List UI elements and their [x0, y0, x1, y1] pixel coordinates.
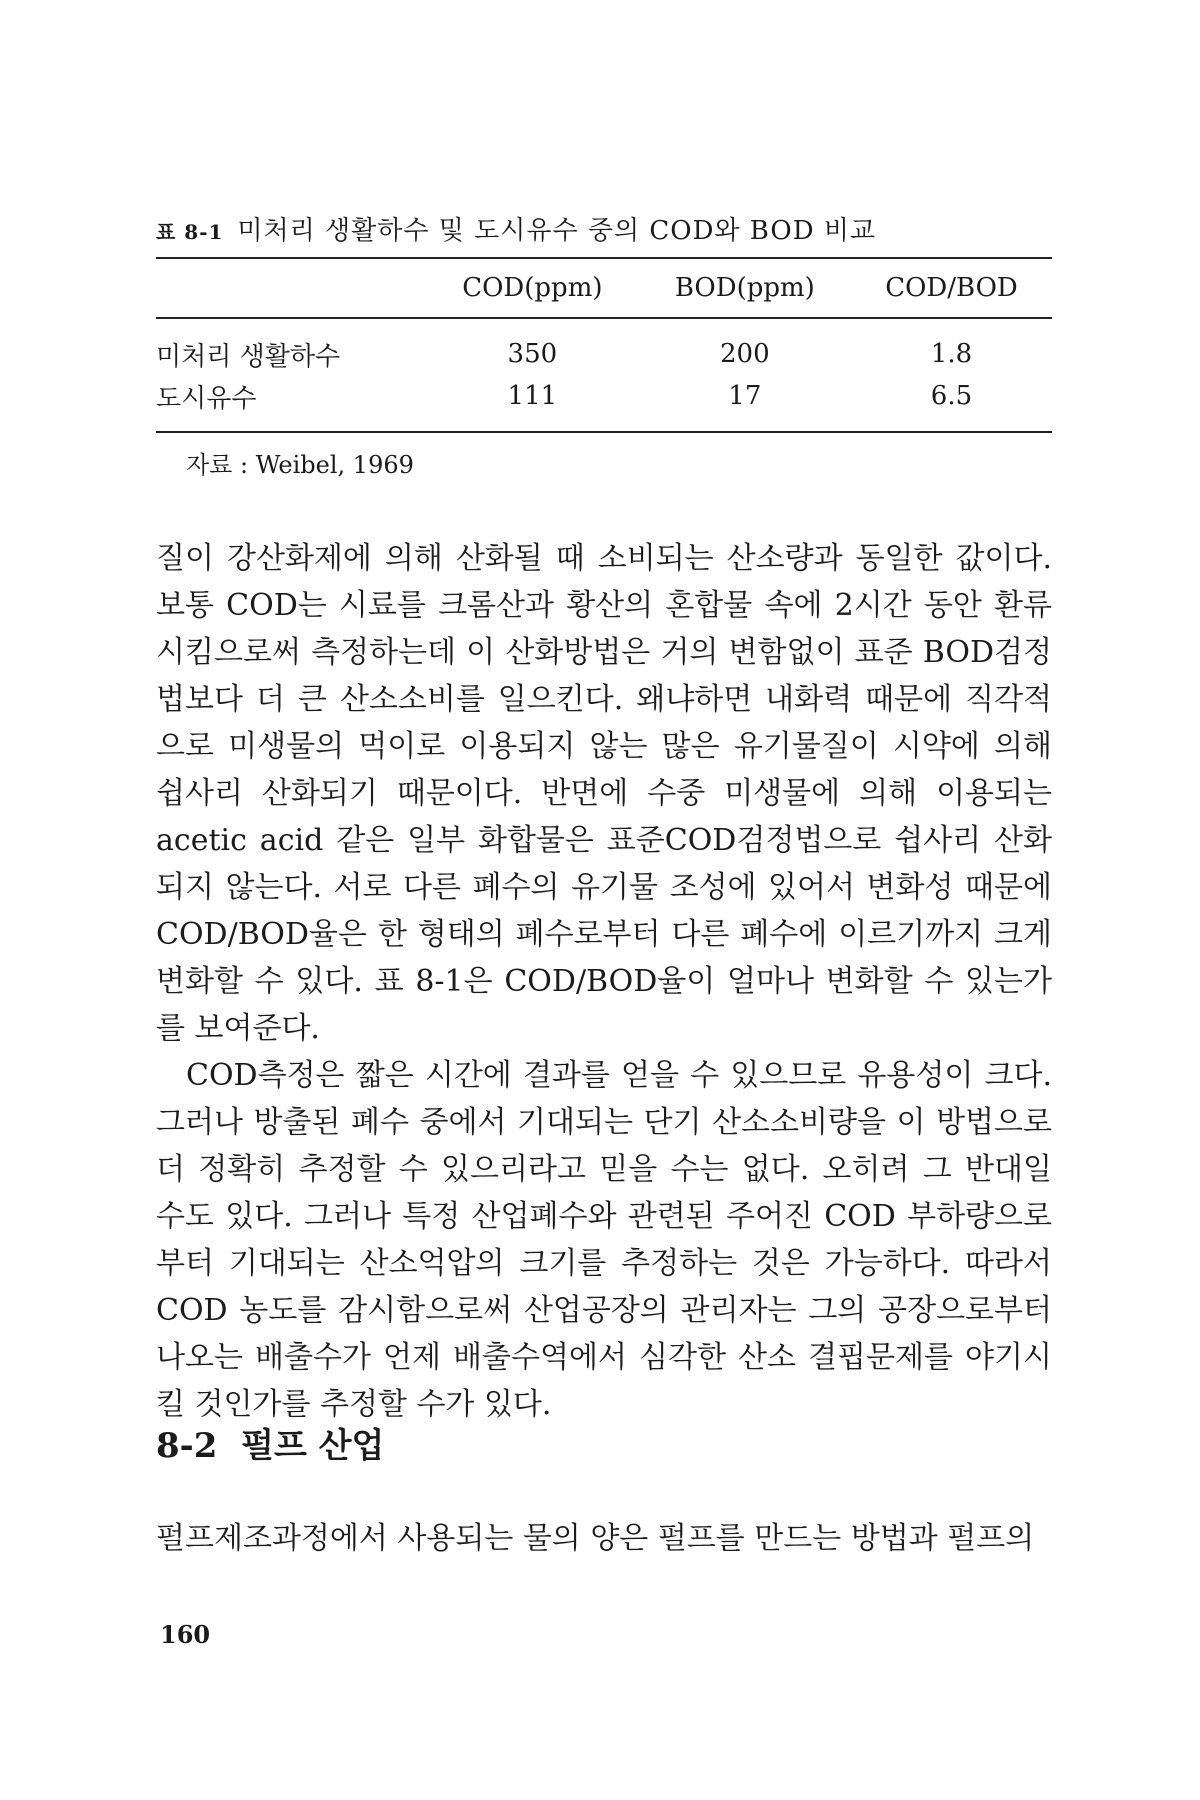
section-number: 8-2 [156, 1426, 218, 1466]
ratio-value: 6.5 [930, 381, 973, 411]
bod-value: 17 [728, 381, 762, 411]
header-cell-cod: COD(ppm) [462, 273, 603, 303]
body-paragraph: 질이 강산화제에 의해 산화될 때 소비되는 산소량과 동일한 값이다. 보통 COD는 시료를 크롬산과 황산의 혼합물 속에 2시간 동안 환류시킴으로써 측정하는데 이 산화방법은 거의 변함없이 표준 BOD검정법보다 더 큰 산소소비를 일으킨다. 왜냐하면 내화력 때문에 직각적으로 미생물의 먹이로 이용되지 않는 많은 유기물질이 시약에 의해 쉽사리 산화되기 때문이다. 반면에 수중 미생물에 의해 이용되는 acetic acid 같은 일부 화합물은 표준COD검정법으로 쉽사리 산화되지 않는다. 서로 다른 폐수의 유기물 조성에 있어서 변화성 때문에 COD/BOD율은 한 형태의 폐수로부터 다른 폐수에 이르기까지 크게 변화할 수 있다. 표 8-1은 COD/BOD율이 얼마나 변화할 수 있는가를 보여준다. [156, 541, 1052, 1046]
cod-bod-table [156, 257, 1052, 433]
section-first-line: 펄프제조과정에서 사용되는 물의 양은 펄프를 만드는 방법과 펄프의 [156, 1521, 1035, 1556]
body-paragraph: COD측정은 짧은 시간에 결과를 얻을 수 있으므로 유용성이 크다. 그러나 방출된 폐수 중에서 기대되는 단기 산소소비량을 이 방법으로 더 정확히 추정할 수 있으리라고 믿을 수는 없다. 오히려 그 반대일 수도 있다. 그러나 특정 산업폐수와 관련된 주어진 COD 부하량으로부터 기대되는 산소억압의 크기를 추정하는 것은 가능하다. 따라서 COD 농도를 감시함으로써 산업공장의 관리자는 그의 공장으로부터 나오는 배출수가 언제 배출수역에서 심각한 산소 결핍문제를 야기시킬 것인가를 추정할 수가 있다. [156, 1058, 1052, 1422]
page-number: 160 [160, 1620, 211, 1649]
header-cell-bod: BOD(ppm) [674, 273, 815, 303]
cod-value: 111 [507, 381, 558, 411]
body-text [156, 535, 1052, 1428]
bod-value: 200 [720, 339, 770, 369]
table-caption-text: 미처리 생활하수 및 도시유수 중의 COD와 BOD 비교 [237, 216, 877, 246]
header-cell-ratio: COD/BOD [885, 273, 1018, 303]
table-caption [156, 210, 876, 247]
header-cell-blank [156, 258, 426, 318]
row-label: 도시유수 [156, 383, 257, 414]
table-row [156, 318, 1052, 375]
row-label: 미처리 생활하수 [156, 341, 341, 372]
cod-value: 350 [507, 339, 558, 369]
section-title: 펄프 산업 [241, 1426, 385, 1466]
table-source: 자료 : Weibel, 1969 [186, 451, 414, 479]
table-row [156, 375, 1052, 432]
ratio-value: 1.8 [930, 339, 973, 369]
section-heading [156, 1418, 384, 1467]
table-header-row [156, 258, 1052, 318]
table-caption-label: 표 8-1 [156, 220, 224, 244]
